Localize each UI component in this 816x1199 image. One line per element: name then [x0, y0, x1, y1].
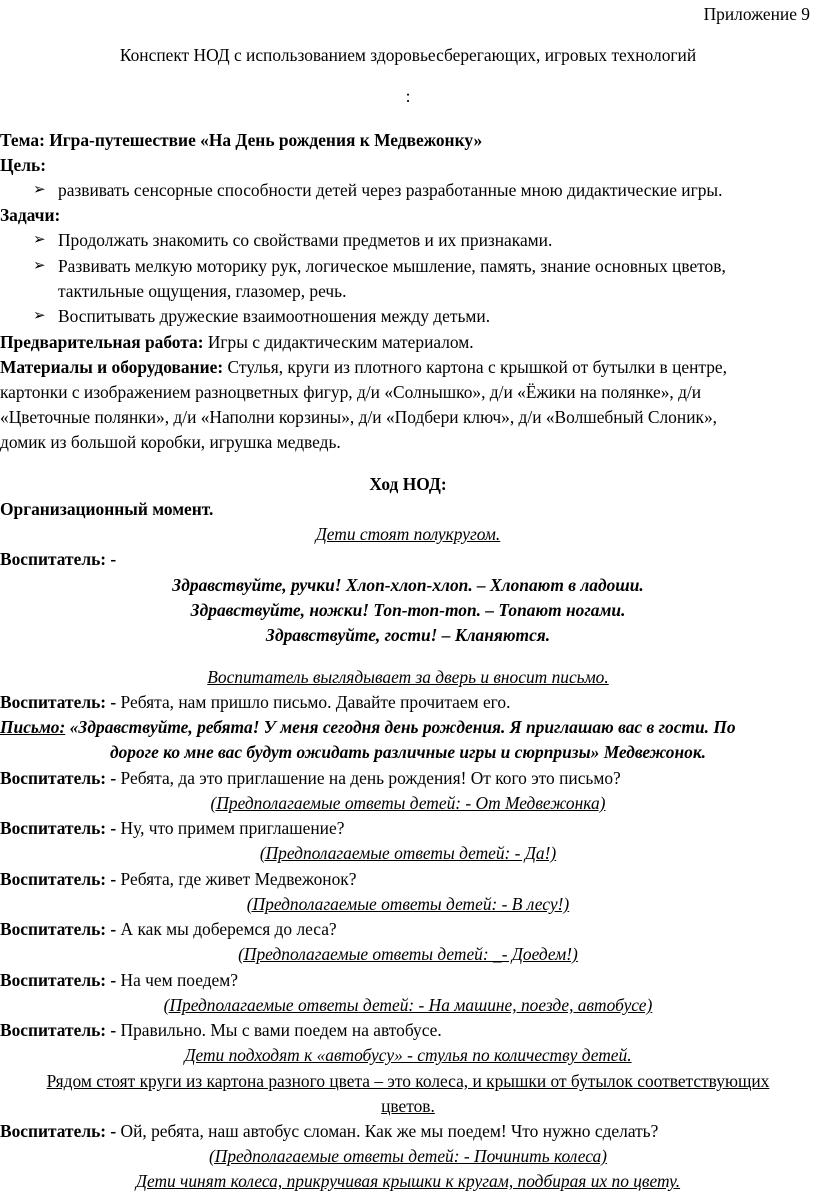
- teacher-label: Воспитатель: -: [0, 768, 117, 788]
- teacher-label: Воспитатель: -: [0, 1020, 117, 1040]
- teacher-label: Воспитатель: -: [0, 919, 117, 939]
- children-answer: (Предполагаемые ответы детей: - В лесу!): [246, 894, 570, 914]
- teacher-label: Воспитатель: -: [0, 692, 117, 712]
- bullet-icon: ➢: [33, 232, 46, 248]
- dialogue-line: [0, 816, 344, 841]
- teacher-speech: А как мы доберемся до леса?: [116, 919, 337, 939]
- dialogue-line: [0, 968, 238, 993]
- materials-text: Стулья, круги из плотного картона с крышкой от бутылки в центре,: [223, 357, 727, 377]
- dialogue-line: [0, 1018, 442, 1043]
- goal-item: развивать сенсорные способности детей через разработанные мною дидактические игры.: [58, 180, 723, 200]
- teacher-speech: Правильно. Мы с вами поедем на автобусе.: [116, 1020, 442, 1040]
- materials-line-3: «Цветочные полянки», д/и «Наполни корзины», д/и «Подбери ключ», д/и «Волшебный Слоник»,: [0, 407, 717, 427]
- teacher-label: Воспитатель: -: [0, 869, 117, 889]
- dialogue-line: [0, 1119, 658, 1144]
- goal-label: Цель:: [0, 155, 46, 175]
- teacher-speech: На чем поедем?: [116, 970, 238, 990]
- prep-label: Предварительная работа:: [0, 332, 204, 352]
- document-title: Конспект НОД с использованием здоровьесберегающих, игровых технологий: [119, 45, 697, 65]
- title-colon: :: [405, 86, 411, 106]
- teacher-label: Воспитатель: -: [0, 1121, 117, 1141]
- materials-label: Материалы и оборудование:: [0, 357, 224, 377]
- teacher-speech: Ну, что примем приглашение?: [116, 818, 345, 838]
- letter-line-2: дороге ко мне вас будут ожидать различные игры и сюрпризы» Медвежонок.: [109, 742, 706, 762]
- children-answer: (Предполагаемые ответы детей: - На машине, поезде, автобусе): [163, 995, 653, 1015]
- greeting-line-2: Здравствуйте, ножки! Топ-топ-топ. – Топают ногами.: [190, 600, 626, 620]
- bullet-icon: ➢: [33, 182, 46, 198]
- teacher-label: Воспитатель: -: [0, 549, 117, 569]
- task-item-continued: тактильные ощущения, глазомер, речь.: [58, 281, 347, 301]
- topic-line: [0, 128, 482, 153]
- stage-direction: Дети чинят колеса, прикручивая крышки к кругам, подбирая их по цвету.: [135, 1171, 681, 1191]
- children-answer: (Предполагаемые ответы детей: - От Медвежонка): [210, 793, 606, 813]
- tasks-label: Задачи:: [0, 205, 61, 225]
- children-answer: (Предполагаемые ответы детей: - Да!): [259, 843, 557, 863]
- dialogue-line: [0, 690, 510, 715]
- task-item: Воспитывать дружеские взаимоотношения между детьми.: [58, 306, 491, 326]
- teacher-label: Воспитатель: -: [0, 970, 117, 990]
- teacher-speech: Ребята, где живет Медвежонок?: [116, 869, 357, 889]
- dialogue-line: [0, 766, 621, 791]
- prep-text: Игры с дидактическим материалом.: [203, 332, 474, 352]
- children-answer: (Предполагаемые ответы детей: - Починить колеса): [209, 1146, 607, 1166]
- topic-text: Игра-путешествие «На День рождения к Медвежонку»: [49, 130, 483, 150]
- prep-line: [0, 330, 474, 355]
- greeting-line-1: Здравствуйте, ручки! Хлоп-хлоп-хлоп. – Хлопают в ладоши.: [172, 575, 644, 595]
- teacher-speech: Ребята, нам пришло письмо. Давайте прочитаем его.: [116, 692, 511, 712]
- task-item: Развивать мелкую моторику рук, логическое мышление, память, знание основных цветов,: [58, 256, 726, 276]
- teacher-speech: Ребята, да это приглашение на день рождения! От кого это письмо?: [116, 768, 621, 788]
- greeting-line-3: Здравствуйте, гости! – Кланяются.: [265, 625, 551, 645]
- topic-label: Тема:: [0, 130, 45, 150]
- dialogue-line: [0, 867, 356, 892]
- appendix-label: Приложение 9: [703, 4, 810, 24]
- stage-direction: Дети стоят полукругом.: [315, 524, 501, 544]
- materials-line-2: картонки с изображением разноцветных фигур, д/и «Солнышко», д/и «Ёжики на полянке», д/и: [0, 382, 702, 402]
- stage-direction: Дети подходят к «автобусу» - стулья по количеству детей.: [184, 1045, 632, 1065]
- teacher-speech: Ой, ребята, наш автобус сломан. Как же мы поедем! Что нужно сделать?: [116, 1121, 659, 1141]
- task-item: Продолжать знакомить со свойствами предметов и их признаками.: [58, 230, 553, 250]
- bullet-icon: ➢: [33, 258, 46, 274]
- teacher-label: Воспитатель: -: [0, 818, 117, 838]
- materials-line-4: домик из большой коробки, игрушка медведь.: [0, 432, 341, 452]
- dialogue-line: [0, 917, 337, 942]
- children-answer: (Предполагаемые ответы детей: _- Доедем!): [238, 944, 578, 964]
- stage-direction: Рядом стоят круги из картона разного цвета – это колеса, и крышки от бутылок соответствующих: [46, 1071, 770, 1091]
- bullet-icon: ➢: [33, 308, 46, 324]
- letter-line-1: [0, 715, 736, 740]
- course-title: Ход НОД:: [369, 474, 447, 494]
- org-moment: Организационный момент.: [0, 499, 214, 519]
- stage-direction: Воспитатель выглядывает за дверь и вносит письмо.: [207, 667, 609, 687]
- letter-text: «Здравствуйте, ребята! У меня сегодня день рождения. Я приглашаю вас в гости. По: [65, 717, 736, 737]
- letter-label: Письмо:: [0, 717, 66, 737]
- stage-direction-continued: цветов.: [381, 1096, 435, 1116]
- materials-line-1: [0, 355, 727, 380]
